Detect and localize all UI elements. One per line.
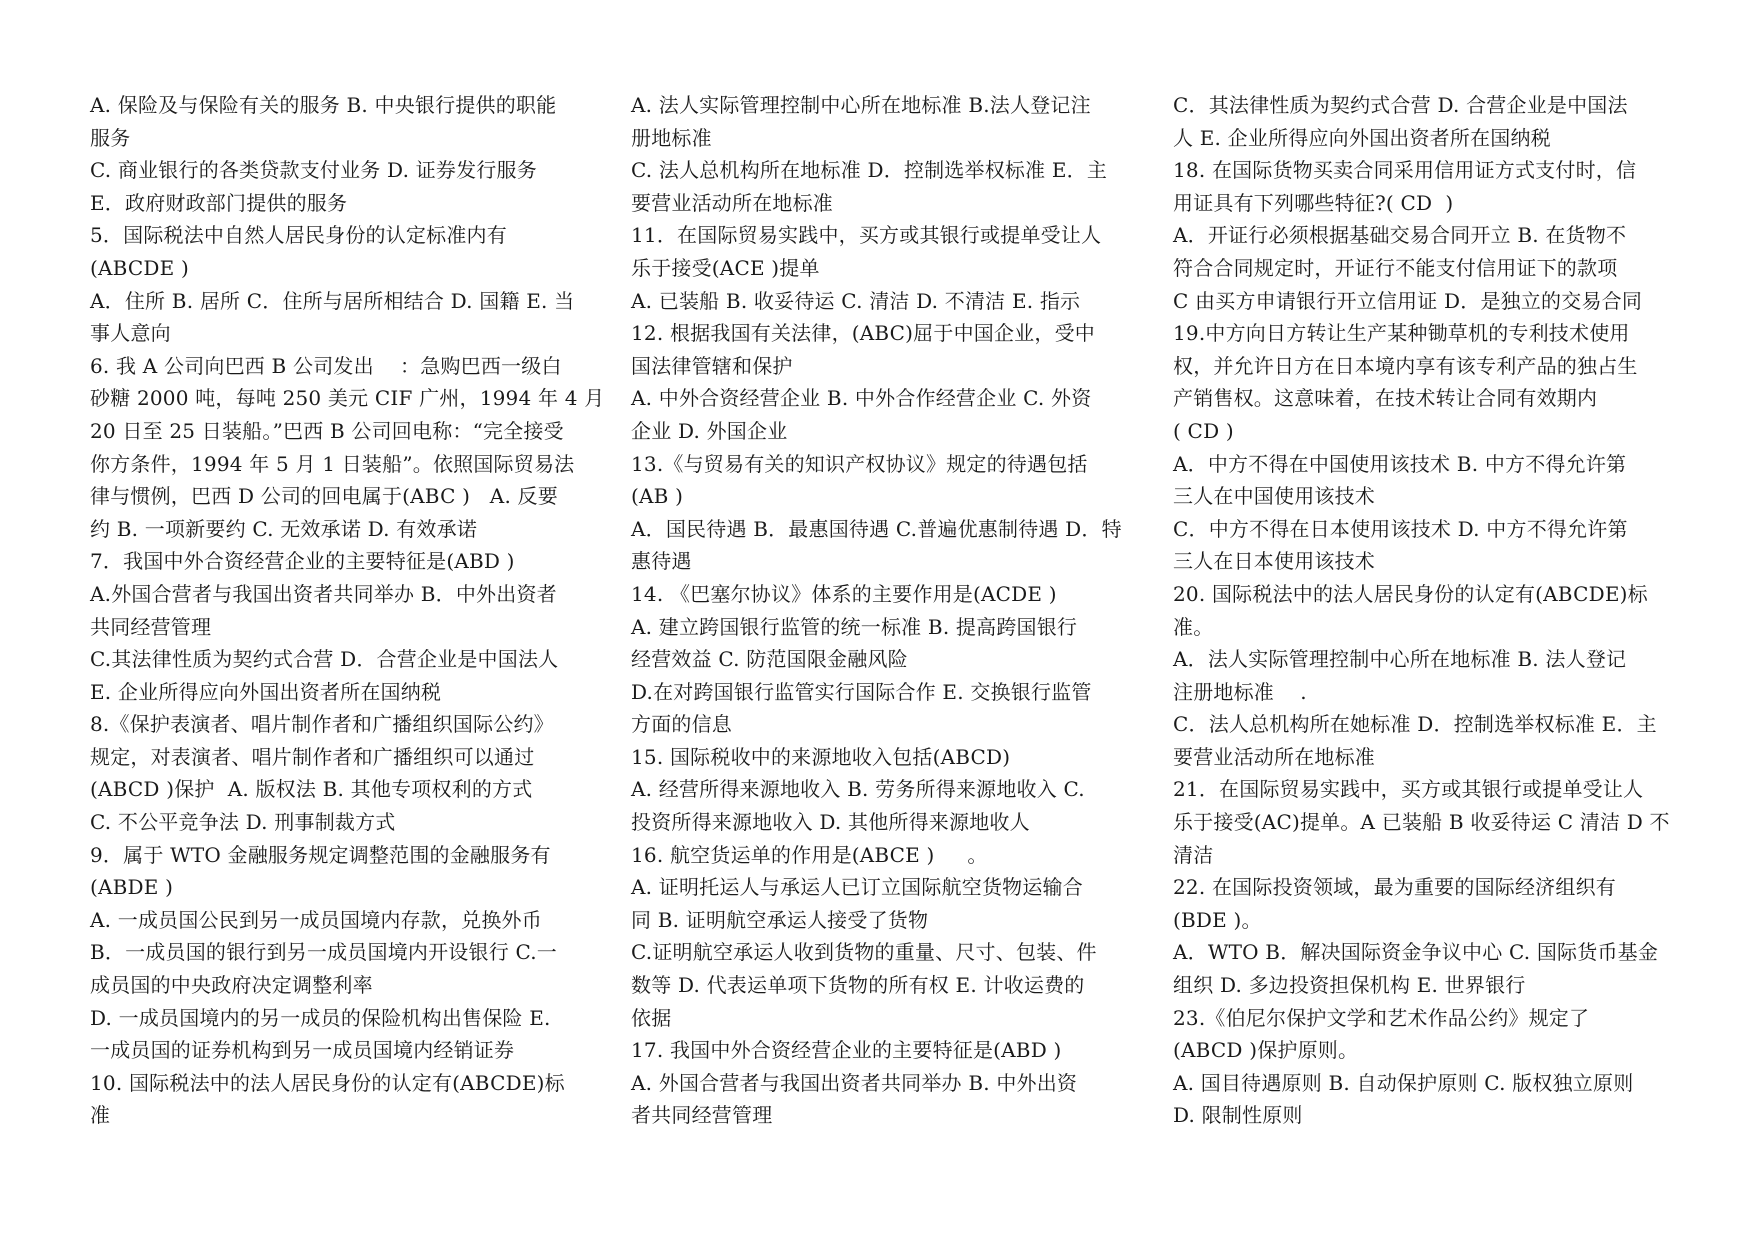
text-line: A．中方不得在中国使用该技术 B. 中方不得允许第: [1173, 451, 1627, 476]
text-line: 依据: [631, 1005, 672, 1030]
text-line: 一成员国的证券机构到另一成员国境内经销证券: [90, 1038, 515, 1063]
text-line: C. 不公平竞争法 D. 刑事制裁方式: [90, 810, 396, 835]
text-line: C 由买方申请银行开立信用证 D．是独立的交易合同: [1173, 288, 1643, 313]
text-line: C. 法人总机构所在地标准 D．控制选举权标准 E．主: [631, 158, 1108, 183]
text-line: D. 限制性原则: [1173, 1103, 1303, 1128]
text-line: 22. 在国际投资领域，最为重要的国际经济组织有: [1173, 875, 1616, 900]
text-line: A．开证行必须根据基础交易合同开立 B. 在货物不: [1173, 223, 1627, 248]
text-line: 服务: [90, 125, 131, 150]
text-line: A. 证明托运人与承运人已订立国际航空货物运输合: [631, 875, 1083, 900]
text-line: 注册地标准 .: [1173, 679, 1307, 704]
text-line: (BDE )。: [1173, 907, 1262, 932]
text-line: (AB ): [631, 484, 684, 509]
text-line: 6. 我 A 公司向巴西 B 公司发出 ：急购巴西一级白: [90, 353, 562, 378]
text-line: A. 一成员国公民到另一成员国境内存款，兑换外币: [90, 907, 542, 932]
text-line: A. 国目待遇原则 B. 自动保护原则 C. 版权独立原则: [1173, 1070, 1634, 1095]
text-column-right: [1173, 89, 1693, 1132]
text-line: 方面的信息: [631, 712, 732, 737]
text-line: 三人在日本使用该技术: [1173, 549, 1375, 574]
text-line: 成员国的中央政府决定调整利率: [90, 973, 373, 998]
text-line: D.在对跨国银行监管实行国际合作 E. 交换银行监管: [631, 679, 1092, 704]
text-line: E．政府财政部门提供的服务: [90, 190, 348, 215]
text-line: A. 法人实际管理控制中心所在地标准 B.法人登记注: [631, 93, 1091, 117]
text-line: A.外国合营者与我国出资者共同举办 B．中外出资者: [90, 581, 557, 606]
text-line: A. 已装船 B. 收妥待运 C. 清洁 D. 不清洁 E. 指示: [631, 288, 1081, 313]
text-line: 三人在中国使用该技术: [1173, 484, 1375, 509]
text-line: 册地标准: [631, 125, 712, 150]
text-line: C．中方不得在日本使用该技术 D. 中方不得允许第: [1173, 516, 1628, 541]
text-line: 产销售权。这意味着，在技术转让合同有效期内: [1173, 386, 1598, 411]
text-line: (ABCD )保护原则。: [1173, 1038, 1359, 1063]
text-line: 你方条件，1994 年 5 月 1 日装船”。依照国际贸易法: [90, 451, 575, 476]
text-line: 5．国际税法中自然人居民身份的认定标准内有: [90, 223, 507, 248]
text-line: (ABCDE ): [90, 255, 190, 280]
text-line: 权，并允许日方在日本境内享有该专利产品的独占生: [1173, 353, 1638, 378]
text-line: 准: [90, 1103, 111, 1128]
text-line: 律与惯例，巴西 D 公司的回电属于(ABC ) A. 反要: [90, 484, 558, 509]
text-line: 8.《保护表演者、唱片制作者和广播组织国际公约》: [90, 712, 554, 737]
text-line: 16. 航空货运单的作用是(ABCE ) 。: [631, 842, 988, 867]
text-line: A. 中外合资经营企业 B. 中外合作经营企业 C. 外资: [631, 386, 1092, 411]
text-line: 乐于接受(AC)提单。A 已装船 B 收妥待运 C 清洁 D 不: [1173, 810, 1670, 835]
text-line: 15. 国际税收中的来源地收入包括(ABCD): [631, 744, 1011, 769]
text-line: (ABDE ): [90, 875, 174, 900]
text-line: 数等 D. 代表运单项下货物的所有权 E. 计收运费的: [631, 973, 1085, 998]
text-line: 9．属于 WTO 金融服务规定调整范围的金融服务有: [90, 842, 551, 867]
text-line: 人 E. 企业所得应向外国出资者所在国纳税: [1173, 125, 1551, 150]
text-line: 用证具有下列哪些特征?( CD ): [1173, 190, 1454, 215]
text-line: 符合合同规定时，开证行不能支付信用证下的款项: [1173, 255, 1618, 280]
text-line: 准。: [1173, 614, 1214, 639]
text-line: 要营业活动所在地标准: [1173, 744, 1375, 769]
text-column-left: [90, 89, 610, 1132]
text-line: 20 日至 25 日装船。”巴西 B 公司回电称：“完全接受: [90, 418, 564, 443]
text-line: 砂糖 2000 吨，每吨 250 美元 CIF 广州，1994 年 4 月: [90, 386, 605, 411]
text-line: (ABCD )保护 A. 版权法 B. 其他专项权利的方式: [90, 777, 533, 802]
text-line: A．住所 B. 居所 C．住所与居所相结合 D. 国籍 E. 当: [90, 288, 575, 313]
text-line: 12. 根据我国有关法律，(ABC)屈于中国企业，受中: [631, 321, 1095, 346]
text-line: 19.中方向日方转让生产某种锄草机的专利技术使用: [1173, 321, 1630, 346]
text-line: 乐于接受(ACE )提单: [631, 255, 820, 280]
text-line: 14. 《巴塞尔协议》体系的主要作用是(ACDE ): [631, 581, 1057, 606]
text-line: C．法人总机构所在她标准 D．控制选举权标准 E．主: [1173, 712, 1657, 737]
text-line: 20. 国际税法中的法人居民身份的认定有(ABCDE)标: [1173, 581, 1648, 606]
text-line: 13.《与贸易有关的知识产权协议》规定的待遇包括: [631, 451, 1088, 476]
text-line: 规定，对表演者、唱片制作者和广播组织可以通过: [90, 744, 535, 769]
text-line: A. 建立跨国银行监管的统一标准 B. 提高跨国银行: [631, 614, 1078, 639]
text-line: A. 保险及与保险有关的服务 B. 中央银行提供的职能: [90, 93, 557, 117]
text-line: 惠待遇: [631, 549, 692, 574]
text-line: 事人意向: [90, 321, 171, 346]
text-line: 11．在国际贸易实践中，买方或其银行或提单受让人: [631, 223, 1102, 248]
text-line: C. 商业银行的各类贷款支付业务 D. 证券发行服务: [90, 158, 537, 183]
text-line: ( CD ): [1173, 418, 1234, 443]
text-line: 7．我国中外合资经营企业的主要特征是(ABD ): [90, 549, 515, 574]
text-line: 者共同经营管理: [631, 1103, 773, 1128]
text-line: 约 B. 一项新要约 C. 无效承诺 D. 有效承诺: [90, 516, 478, 541]
text-line: C.其法律性质为契约式合营 D．合营企业是中国法人: [90, 647, 559, 672]
text-line: 23.《伯尼尔保护文学和艺术作品公约》规定了: [1173, 1005, 1590, 1030]
text-line: E. 企业所得应向外国出资者所在国纳税: [90, 679, 442, 704]
text-line: 同 B. 证明航空承运人接受了货物: [631, 907, 929, 932]
text-line: 经营效益 C. 防范国限金融风险: [631, 647, 908, 672]
text-line: D. 一成员国境内的另一成员的保险机构出售保险 E.: [90, 1005, 551, 1030]
text-line: C.证明航空承运人收到货物的重量、尺寸、包装、件: [631, 940, 1097, 965]
text-line: 投资所得来源地收入 D. 其他所得来源地收人: [631, 810, 1030, 835]
text-line: A．WTO B．解决国际资金争议中心 C. 国际货币基金: [1173, 940, 1659, 965]
text-line: A．国民待遇 B．最惠国待遇 C.普遍优惠制待遇 D．特: [631, 516, 1122, 541]
text-line: 10. 国际税法中的法人居民身份的认定有(ABCDE)标: [90, 1070, 565, 1095]
text-line: 要营业活动所在地标准: [631, 190, 833, 215]
text-line: 组织 D. 多边投资担保机构 E. 世界银行: [1173, 973, 1526, 998]
text-line: 共同经营管理: [90, 614, 212, 639]
text-line: A. 外国合营者与我国出资者共同举办 B. 中外出资: [631, 1070, 1078, 1095]
text-line: A．法人实际管理控制中心所在地标准 B. 法人登记: [1173, 647, 1627, 672]
text-line: 18. 在国际货物买卖合同采用信用证方式支付时，信: [1173, 158, 1637, 183]
text-line: 企业 D. 外国企业: [631, 418, 788, 443]
text-line: 国法律管辖和保护: [631, 353, 793, 378]
text-line: A. 经营所得来源地收入 B. 劳务所得来源地收入 C.: [631, 777, 1085, 802]
text-line: C．其法律性质为契约式合营 D. 合营企业是中国法: [1173, 93, 1628, 117]
text-line: 21．在国际贸易实践中，买方或其银行或提单受让人: [1173, 777, 1644, 802]
text-line: 清洁: [1173, 842, 1214, 867]
text-line: 17. 我国中外合资经营企业的主要特征是(ABD ): [631, 1038, 1062, 1063]
text-column-middle: [631, 89, 1151, 1132]
text-line: B．一成员国的银行到另一成员国境内开设银行 C.一: [90, 940, 558, 965]
